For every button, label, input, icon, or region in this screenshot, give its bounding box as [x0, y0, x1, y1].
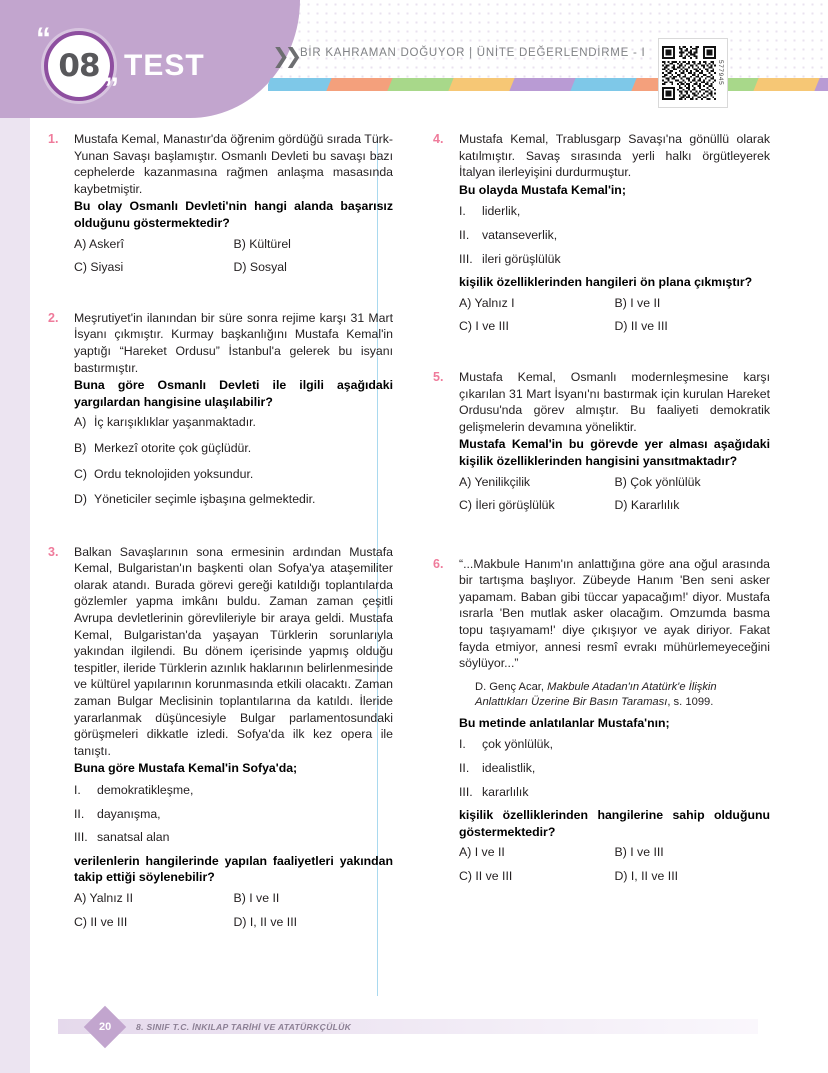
question-body [459, 556, 770, 906]
left-decorative-rail [0, 118, 30, 1073]
question-citation: D. Genç Acar, Makbule Atadan'ın Atatürk'e İlişkin Anlattıkları Üzerine Bir Basın Taraması, s. 1099. [475, 680, 717, 709]
roman-text: çok yönlülük, [482, 737, 554, 752]
questions-area [48, 131, 790, 996]
question-number: 2. [48, 310, 59, 325]
option-D[interactable]: D) Kararlılık [614, 498, 680, 513]
option-C[interactable]: C) Siyasi [74, 260, 124, 275]
roman-numeral: I. [74, 783, 81, 797]
unit-title: BİR KAHRAMAN DOĞUYOR | ÜNİTE DEĞERLENDİRME - I [300, 47, 646, 59]
page-number: 20 [98, 1021, 112, 1033]
roman-item [459, 251, 770, 268]
question-prompt: Bu metinde anlatılanlar Mustafa'nın; [459, 715, 670, 730]
question-spacer [459, 521, 770, 543]
stripe-segment [326, 78, 393, 91]
option-C[interactable]: C) İleri görüşlülük [459, 498, 555, 513]
qr-code-number: 577945 [717, 60, 724, 86]
option-C[interactable]: C) I ve III [459, 319, 509, 334]
stripe-segment [448, 78, 515, 91]
option-text: İç karışıklıklar yaşanmaktadır. [94, 415, 256, 430]
option-text: Merkezî otorite çok güçlüdür. [94, 440, 252, 455]
option-A[interactable]: A) Yalnız II [74, 890, 134, 905]
question-prompt: Bu olayda Mustafa Kemal'in; [459, 182, 626, 197]
option-B[interactable]: B) I ve II [614, 295, 661, 310]
question-stem: Mustafa Kemal, Manastır'da öğrenim gördüğü sırada Türk-Yunan Savaşı başlamıştır. Osmanlı Devleti bu savaşı bazı cephelerde kazanmasına rağmen anlaşma masasında kaybetmiştir. [74, 132, 393, 196]
question-body [74, 544, 393, 959]
stripe-segment [570, 78, 637, 91]
option-C[interactable]: C) II ve III [459, 869, 513, 883]
double-chevron-right-icon: ❯❯ [272, 44, 298, 68]
roman-numeral: I. [459, 737, 466, 752]
question-body [74, 131, 393, 297]
roman-text: ileri görüşlülük [482, 251, 561, 266]
question-3 [48, 544, 393, 959]
option-letter: B) [74, 440, 87, 455]
option-text: Yöneticiler seçimle işbaşına gelmektedir. [94, 492, 316, 507]
question-prompt-secondary: kişilik özelliklerinden hangileri ön plana çıkmıştır? [459, 275, 753, 290]
roman-text: sanatsal alan [97, 830, 170, 845]
question-number: 3. [48, 544, 59, 559]
option-B[interactable]: B) Kültürel [233, 236, 291, 251]
stripe-segment [753, 78, 820, 91]
question-prompt: Mustafa Kemal'in bu görevde yer alması aşağıdaki kişilik özelliklerinden hangisini yansıtmaktadır? [459, 437, 770, 468]
question-spacer [74, 937, 393, 959]
roman-text: idealistlik, [482, 761, 536, 776]
option-A[interactable]: A) Askerî [74, 236, 124, 251]
roman-item [74, 806, 393, 823]
book-title: 8. SINIF T.C. İNKILAP TARİHİ VE ATATÜRKÇÜLÜK [136, 1022, 352, 1032]
question-6 [433, 556, 770, 906]
option-A[interactable]: A) Yenilikçilik [459, 474, 531, 489]
roman-text: liderlik, [482, 204, 521, 219]
test-logo [44, 30, 244, 105]
option-A[interactable]: A) Yalnız I [459, 295, 515, 310]
question-number: 5. [433, 369, 444, 384]
stripe-segment [268, 78, 333, 91]
options-list [459, 474, 770, 521]
option-D[interactable]: D) Sosyal [233, 260, 287, 275]
right-column [409, 131, 770, 996]
question-stem: Mustafa Kemal, Osmanlı modernleşmesine karşı çıkarılan 31 Mart İsyanı'nı bastırmak için kurulan Hareket Ordusu'nda görev almıştır. Bu faaliyeti demokratik gelişmelerin devamına yöneliktir. [459, 369, 770, 434]
question-prompt: Bu olay Osmanlı Devleti'nin hangi alanda başarısız olduğunu göstermektedir? [74, 199, 393, 230]
option-C[interactable]: C) II ve III [74, 914, 128, 929]
question-prompt: Buna göre Mustafa Kemal'in Sofya'da; [74, 761, 298, 776]
question-number: 1. [48, 132, 59, 146]
roman-text: dayanışma, [97, 806, 161, 821]
option-letter: D) [74, 492, 87, 507]
option-letter: C) [74, 466, 87, 481]
color-stripe-bar [268, 78, 828, 91]
option-D[interactable]: D) I, II ve III [614, 869, 679, 883]
roman-item [459, 227, 770, 244]
test-label: TEST [124, 49, 205, 82]
roman-text: demokratikleşme, [97, 783, 194, 797]
question-body [459, 131, 770, 356]
roman-item [459, 784, 770, 801]
options-list [74, 890, 393, 937]
option-B[interactable]: B) Çok yönlülük [614, 474, 701, 489]
roman-numeral: II. [459, 761, 470, 776]
roman-text: vatanseverlik, [482, 227, 558, 242]
test-number: 08 [58, 47, 100, 84]
question-body [459, 369, 770, 543]
roman-numeral: III. [459, 251, 473, 266]
page-header [0, 0, 828, 118]
question-stem: Balkan Savaşlarının sona ermesinin ardından Mustafa Kemal, Bulgaristan'ın başkenti olan Sofya'ya ataşemiliter olarak atandı. Burada görevi gereği katıldığı toplantılarda gözlemler yapma imkânı buldu. Zaman zaman çeşitli Avrupa devletlerinin görevlileriyle bir araya geldi. Mustafa Kemal, Bulgaristan'da yaşayan Türklerin sorunlarıyla yakından ilgilendi. Bu dönem içerisinde yapmış olduğu tespitler, ileride Türklerin azınlık haklarının belirlenmesinde ve kültürel yapılarının korunmasında etkili olacaktı. Zaman zaman Bulgar Meclisinin toplantılarına da katıldı. İleride yararlanmak düşüncesiyle Bulgar parlamentosundaki görüşmeleri dikkatle izledi. Sofya'da ilk kez opera ile tanıştı. [74, 544, 393, 758]
question-body [74, 310, 393, 531]
roman-item [74, 829, 393, 846]
header-dot-pattern [268, 0, 828, 78]
roman-numeral: II. [74, 806, 85, 821]
roman-numeral: III. [459, 784, 473, 799]
left-column [48, 131, 409, 996]
option-B[interactable]: B) I ve II [233, 890, 280, 905]
option-A[interactable] [74, 414, 393, 431]
page-footer [30, 1015, 828, 1039]
option-A[interactable]: A) I ve II [459, 845, 505, 860]
options-list [459, 844, 770, 891]
options-list [74, 414, 393, 507]
question-4 [433, 131, 770, 356]
question-2 [48, 310, 393, 531]
question-spacer [74, 283, 393, 297]
question-number: 6. [433, 556, 444, 571]
stripe-segment [509, 78, 576, 91]
option-text: Ordu teknolojiden yoksundur. [94, 466, 254, 481]
question-stem: “...Makbule Hanım'ın anlattığına göre ana oğul arasında bir tartışma başlıyor. Zübeyde Hanım 'Ben seni asker yapamam. Baban gibi tüccar yapacağım!' diyor. Mustafa ısrarla 'Ben mutlak asker olacağım. Omzumda basma topu taşıyamam!' diye çıkışıyor ve ayak diriyor. Fakat fayda etmiyor, annesi resmî evrakı mühürlemeyeceğini söylüyor...” [459, 556, 770, 671]
roman-list [74, 782, 393, 846]
option-C[interactable] [74, 466, 393, 483]
question-spacer [74, 517, 393, 531]
qr-code-icon [662, 42, 716, 104]
roman-text: kararlılık [482, 784, 529, 799]
question-5 [433, 369, 770, 543]
option-letter: A) [74, 415, 87, 430]
question-stem: Meşrutiyet'in ilanından bir süre sonra rejime karşı 31 Mart İsyanı çıkmıştır. Kurmay başkanlığını Mustafa Kemal'in yaptığı “Hareket Ordusu” İstanbul'a gelerek bu isyanı bastırmıştır. [74, 310, 393, 375]
roman-item [459, 736, 770, 753]
option-B[interactable]: B) I ve III [614, 845, 664, 860]
option-D[interactable]: D) I, II ve III [233, 914, 298, 929]
roman-numeral: I. [459, 204, 466, 219]
quote-close-icon: ” [104, 72, 119, 105]
options-list [74, 236, 393, 283]
stripe-segment [387, 78, 454, 91]
roman-item [459, 203, 770, 220]
question-prompt-secondary: verilenlerin hangilerinde yapılan faaliyetleri yakından takip ettiği söylenebilir? [74, 853, 393, 885]
question-prompt-secondary: kişilik özelliklerinden hangilerine sahip olduğunu göstermektedir? [459, 808, 770, 839]
question-spacer [459, 892, 770, 906]
question-number: 4. [433, 132, 444, 146]
roman-item [74, 782, 393, 799]
question-stem: Mustafa Kemal, Trablusgarp Savaşı'na gönüllü olarak katılmıştır. Savaş sırasında yerli halkı örgütleyerek İtalyan ilerleyişini durdurmuştur. [459, 132, 770, 180]
option-B[interactable] [74, 440, 393, 457]
question-1 [48, 131, 393, 297]
options-list [459, 295, 770, 342]
question-spacer [459, 342, 770, 356]
option-D[interactable] [74, 491, 393, 508]
option-D[interactable]: D) II ve III [614, 319, 668, 334]
question-prompt: Buna göre Osmanlı Devleti ile ilgili aşağıdaki yargılardan hangisine ulaşılabilir? [74, 378, 393, 409]
roman-list [459, 203, 770, 267]
roman-item [459, 760, 770, 777]
quote-open-icon: “ [36, 22, 51, 55]
roman-numeral: III. [74, 830, 88, 845]
qr-code-box[interactable] [658, 38, 728, 108]
roman-numeral: II. [459, 227, 470, 242]
roman-list [459, 736, 770, 800]
